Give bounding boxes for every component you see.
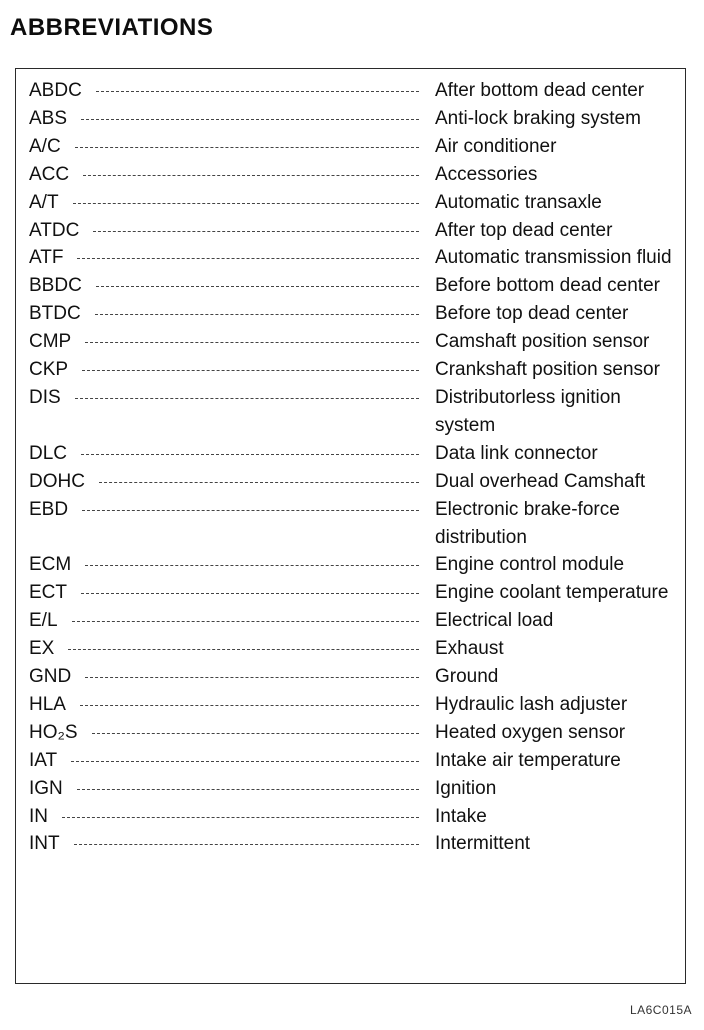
dotted-leader-line bbox=[96, 272, 419, 287]
abbreviations-table bbox=[15, 68, 686, 984]
abbreviation-row bbox=[16, 663, 685, 691]
abbreviation-definition: Ground bbox=[435, 666, 499, 688]
dotted-leader-line bbox=[73, 189, 419, 204]
abbreviation-definition: Hydraulic lash adjuster bbox=[435, 693, 628, 715]
abbreviation-definition: Electrical load bbox=[435, 610, 554, 632]
abbreviation-term: INT bbox=[29, 833, 60, 855]
abbreviation-row bbox=[16, 440, 685, 468]
dotted-leader-line bbox=[74, 830, 419, 845]
abbreviation-row bbox=[16, 77, 685, 105]
abbreviation-definition: Distributorless ignition system bbox=[435, 386, 621, 436]
abbreviation-term: GND bbox=[29, 666, 72, 688]
dotted-leader-line bbox=[95, 300, 419, 315]
abbreviation-term: IGN bbox=[29, 777, 63, 799]
abbreviation-row bbox=[16, 105, 685, 133]
dotted-leader-line bbox=[92, 719, 419, 734]
abbreviation-row bbox=[16, 384, 685, 440]
abbreviation-row bbox=[16, 691, 685, 719]
abbreviation-definition: Intake bbox=[435, 805, 487, 827]
abbreviation-row bbox=[16, 551, 685, 579]
abbreviation-term: DLC bbox=[29, 442, 68, 464]
abbreviation-row bbox=[16, 189, 685, 217]
abbreviation-row bbox=[16, 803, 685, 831]
abbreviation-definition: Before bottom dead center bbox=[435, 275, 660, 297]
abbreviation-definition: Before top dead center bbox=[435, 303, 629, 325]
abbreviation-term: IN bbox=[29, 805, 48, 827]
abbreviation-definition: Crankshaft position sensor bbox=[435, 359, 660, 381]
abbreviation-row bbox=[16, 775, 685, 803]
abbreviation-row bbox=[16, 356, 685, 384]
dotted-leader-line bbox=[62, 803, 419, 818]
abbreviation-row bbox=[16, 244, 685, 272]
abbreviation-row bbox=[16, 272, 685, 300]
dotted-leader-line bbox=[80, 691, 419, 706]
abbreviation-definition: Anti-lock braking system bbox=[435, 107, 641, 129]
abbreviation-row bbox=[16, 328, 685, 356]
abbreviation-definition: Engine control module bbox=[435, 554, 625, 576]
abbreviation-definition: Data link connector bbox=[435, 442, 598, 464]
abbreviation-row bbox=[16, 719, 685, 747]
dotted-leader-line bbox=[75, 133, 419, 148]
abbreviation-definition: Intermittent bbox=[435, 833, 531, 855]
abbreviation-term: BBDC bbox=[29, 275, 82, 297]
dotted-leader-line bbox=[81, 440, 419, 455]
dotted-leader-line bbox=[75, 384, 419, 399]
dotted-leader-line bbox=[85, 328, 419, 343]
dotted-leader-line bbox=[82, 496, 419, 511]
abbreviation-definition: Dual overhead Camshaft bbox=[435, 470, 646, 492]
abbreviation-term: IAT bbox=[29, 749, 58, 771]
abbreviation-definition: Camshaft position sensor bbox=[435, 331, 650, 353]
abbreviation-definition: Exhaust bbox=[435, 638, 504, 660]
abbreviation-row bbox=[16, 217, 685, 245]
abbreviation-term: HO₂S bbox=[29, 721, 78, 743]
abbreviation-term: A/C bbox=[29, 135, 61, 157]
abbreviation-term: ABS bbox=[29, 107, 68, 129]
dotted-leader-line bbox=[93, 217, 419, 232]
abbreviation-definition: Intake air temperature bbox=[435, 749, 621, 771]
abbreviation-term: DOHC bbox=[29, 470, 85, 492]
abbreviation-definition: Heated oxygen sensor bbox=[435, 721, 626, 743]
abbreviation-row bbox=[16, 747, 685, 775]
abbreviation-term: HLA bbox=[29, 693, 66, 715]
abbreviation-term: BTDC bbox=[29, 303, 81, 325]
page-title: ABBREVIATIONS bbox=[10, 14, 214, 41]
abbreviation-definition: After top dead center bbox=[435, 219, 613, 241]
abbreviation-row bbox=[16, 830, 685, 858]
abbreviation-term: CMP bbox=[29, 331, 72, 353]
dotted-leader-line bbox=[72, 607, 419, 622]
abbreviation-term: A/T bbox=[29, 191, 59, 213]
abbreviation-definition: Automatic transmission fluid bbox=[435, 247, 672, 269]
abbreviation-row bbox=[16, 607, 685, 635]
abbreviation-row bbox=[16, 468, 685, 496]
abbreviation-definition: Automatic transaxle bbox=[435, 191, 602, 213]
dotted-leader-line bbox=[85, 551, 419, 566]
dotted-leader-line bbox=[71, 747, 419, 762]
abbreviation-term: ABDC bbox=[29, 80, 82, 101]
abbreviation-term: EBD bbox=[29, 498, 69, 520]
abbreviation-term: E/L bbox=[29, 610, 58, 632]
abbreviation-term: ATDC bbox=[29, 219, 80, 241]
figure-code: LA6C015A bbox=[629, 1003, 692, 1017]
abbreviation-term: EX bbox=[29, 638, 55, 660]
dotted-leader-line bbox=[99, 468, 419, 483]
abbreviation-term: CKP bbox=[29, 359, 69, 381]
abbreviation-row bbox=[16, 133, 685, 161]
dotted-leader-line bbox=[68, 635, 419, 650]
abbreviation-definition: Air conditioner bbox=[435, 135, 557, 157]
abbreviation-term: ECT bbox=[29, 582, 67, 604]
abbreviation-term: ACC bbox=[29, 163, 70, 185]
dotted-leader-line bbox=[77, 244, 419, 259]
abbreviation-row bbox=[16, 161, 685, 189]
abbreviation-row bbox=[16, 579, 685, 607]
abbreviation-list bbox=[16, 77, 685, 858]
dotted-leader-line bbox=[77, 775, 419, 790]
abbreviation-definition: After bottom dead center bbox=[435, 80, 645, 101]
abbreviation-term: ATF bbox=[29, 247, 64, 269]
dotted-leader-line bbox=[82, 356, 419, 371]
dotted-leader-line bbox=[96, 77, 419, 92]
abbreviation-definition: Accessories bbox=[435, 163, 538, 185]
abbreviation-definition: Ignition bbox=[435, 777, 497, 799]
dotted-leader-line bbox=[83, 161, 419, 176]
abbreviation-definition: Electronic brake-force distribution bbox=[435, 498, 620, 548]
abbreviation-row bbox=[16, 496, 685, 552]
dotted-leader-line bbox=[81, 105, 419, 120]
abbreviation-definition: Engine coolant temperature bbox=[435, 582, 669, 604]
dotted-leader-line bbox=[85, 663, 419, 678]
abbreviation-term: DIS bbox=[29, 386, 61, 408]
dotted-leader-line bbox=[81, 579, 419, 594]
abbreviation-row bbox=[16, 300, 685, 328]
abbreviation-row bbox=[16, 635, 685, 663]
abbreviation-term: ECM bbox=[29, 554, 72, 576]
